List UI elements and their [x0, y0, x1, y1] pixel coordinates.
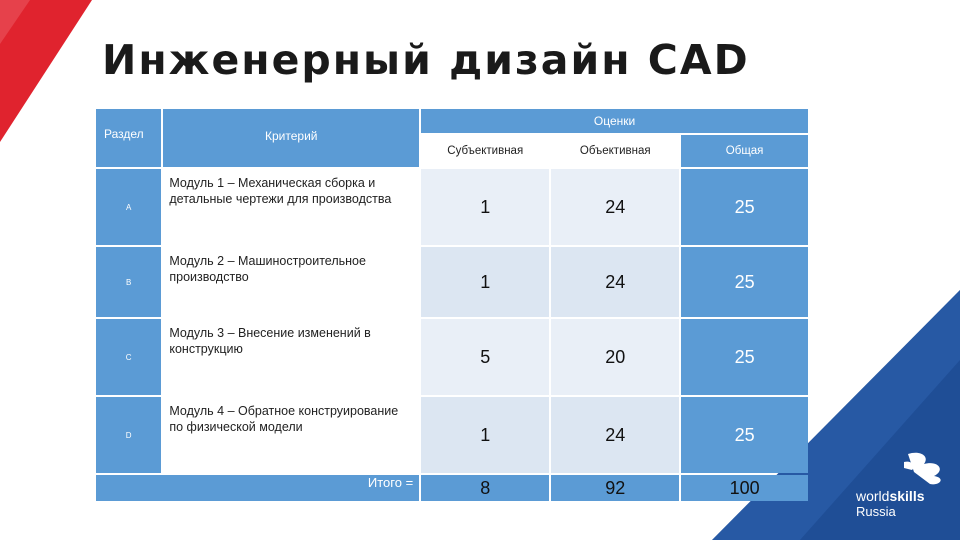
logo-country: Russia — [856, 504, 896, 519]
subjective-cell: 1 — [421, 397, 549, 473]
header-kriteriy: Критерий — [163, 109, 419, 167]
total-cell: 25 — [681, 397, 808, 473]
total-cell: 25 — [681, 247, 808, 317]
table-row — [96, 169, 808, 245]
criterion-cell: Модуль 3 – Внесение изменений в конструкцию — [163, 319, 419, 395]
section-cell: C — [96, 319, 161, 395]
header-razdel: Раздел — [96, 109, 161, 167]
header-total: Общая — [681, 135, 808, 167]
criterion-cell: Модуль 4 – Обратное конструирование по физической модели — [163, 397, 419, 473]
header-ocenki: Оценки — [421, 109, 808, 133]
logo-wordmark: worldskills — [856, 488, 925, 504]
objective-cell: 20 — [551, 319, 679, 395]
section-cell: D — [96, 397, 161, 473]
subjective-cell: 5 — [421, 319, 549, 395]
summary-objective: 92 — [551, 475, 679, 501]
objective-cell: 24 — [551, 169, 679, 245]
criterion-cell: Модуль 1 – Механическая сборка и детальные чертежи для производства — [163, 169, 419, 245]
table-row — [96, 397, 808, 473]
summary-total: 100 — [681, 475, 808, 501]
table-row — [96, 247, 808, 317]
summary-row — [96, 475, 808, 501]
grades-table — [94, 107, 810, 503]
objective-cell: 24 — [551, 397, 679, 473]
subjective-cell: 1 — [421, 247, 549, 317]
subjective-cell: 1 — [421, 169, 549, 245]
header-objective: Объективная — [551, 135, 679, 167]
objective-cell: 24 — [551, 247, 679, 317]
total-cell: 25 — [681, 169, 808, 245]
worldskills-emblem-icon — [894, 448, 954, 488]
header-subjective: Субъективная — [421, 135, 549, 167]
summary-subjective: 8 — [421, 475, 549, 501]
criterion-cell: Модуль 2 – Машиностроительное производство — [163, 247, 419, 317]
summary-label: Итого = — [96, 475, 419, 501]
total-cell: 25 — [681, 319, 808, 395]
table-row — [96, 319, 808, 395]
section-cell: B — [96, 247, 161, 317]
slide-title: Инженерный дизайн CAD — [102, 36, 750, 84]
worldskills-logo — [848, 448, 948, 538]
section-cell: A — [96, 169, 161, 245]
